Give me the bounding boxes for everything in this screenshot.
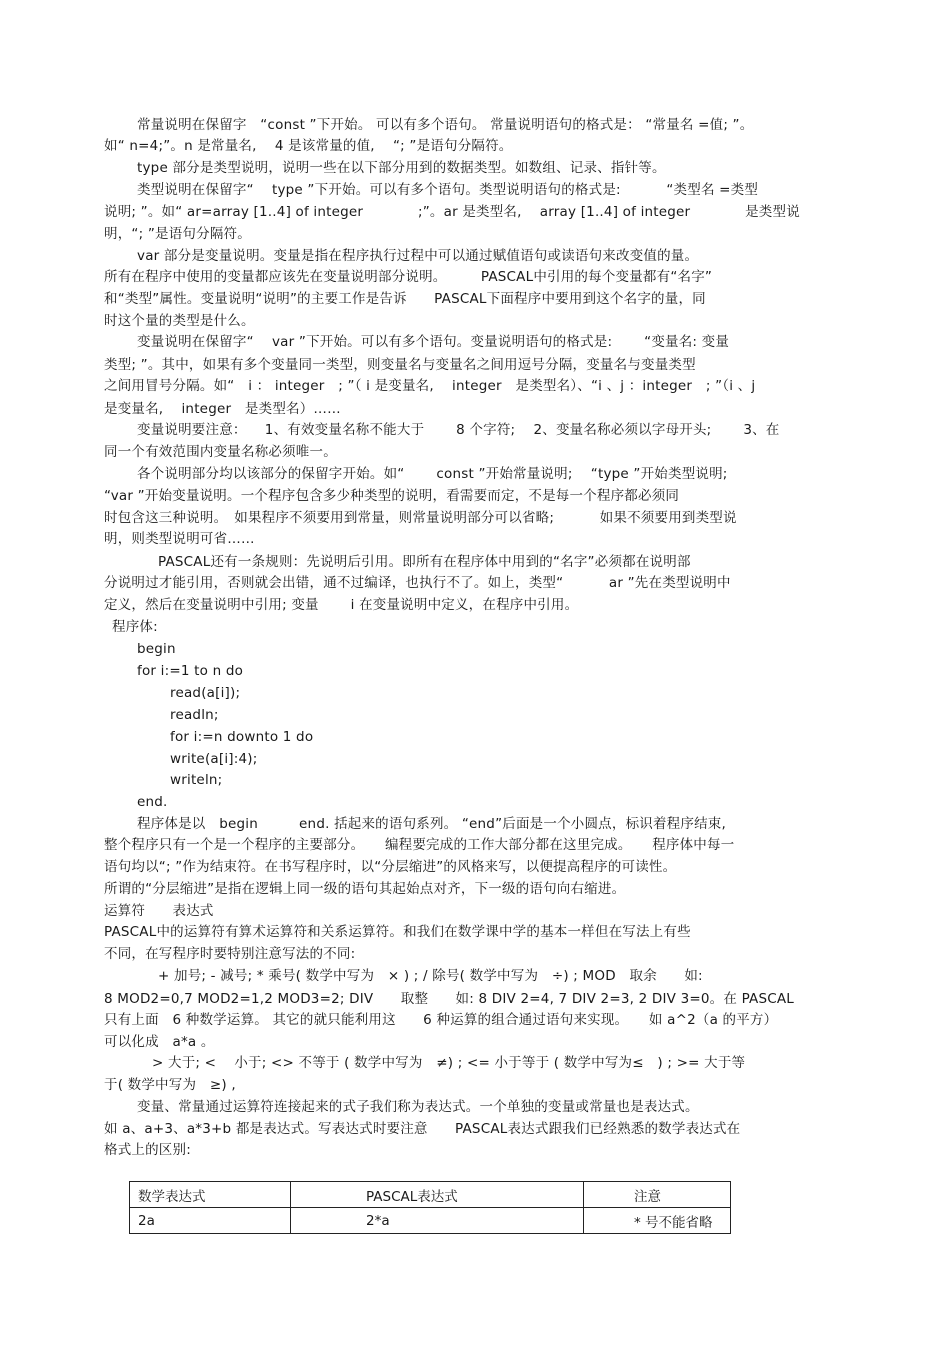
code-line: write(a[i]:4); — [170, 751, 258, 767]
text-line: 于( 数学中写为 ≥) , — [104, 1077, 236, 1093]
text-line: 如“ n=4;”。n 是常量名, 4 是该常量的值, “; ”是语句分隔符。 — [104, 138, 513, 154]
text-line: 同一个有效范围内变量名称必须唯一。 — [104, 444, 337, 460]
text-line: 语句均以“; ”作为结束符。在书写程序时，以“分层缩进”的风格来写，以便提高程序的可读性。 — [104, 859, 677, 875]
section-heading: 运算符 表达式 — [104, 903, 214, 919]
text-line: 整个程序只有一个是一个程序的主要部分。 编程要完成的工作大部分都在这里完成。 程序体中每一 — [104, 837, 735, 853]
table-cell: * 号不能省略 — [584, 1208, 731, 1234]
text-line: 定义，然后在变量说明中引用; 变量 i 在变量说明中定义，在程序中引用。 — [104, 597, 579, 613]
text-line: 不同，在写程序时要特别注意写法的不同: — [104, 946, 356, 962]
text-line: 和“类型”属性。变量说明“说明”的主要工作是告诉 PASCAL下面程序中要用到这个名字的量，同 — [104, 291, 706, 307]
section-heading: 程序体: — [112, 619, 158, 635]
code-line: read(a[i]); — [170, 685, 241, 701]
text-line: 所有在程序中使用的变量都应该先在变量说明部分说明。 PASCAL中引用的每个变量都有“名字” — [104, 269, 713, 285]
text-line: 类型; ”。其中，如果有多个变量同一类型，则变量名与变量名之间用逗号分隔，变量名与变量类型 — [104, 357, 696, 373]
text-line: 如 a、a+3、a*3+b 都是表达式。写表达式时要注意 PASCAL表达式跟我们已经熟悉的数学表达式在 — [104, 1121, 741, 1137]
text-line: 明，则类型说明可省…… — [104, 531, 255, 547]
text-line: 所谓的“分层缩进”是指在逻辑上同一级的语句其起始点对齐，下一级的语句向右缩进。 — [104, 881, 626, 897]
comparison-table — [129, 1181, 731, 1234]
table-header-row — [130, 1182, 731, 1208]
code-line: begin — [137, 641, 176, 657]
text-line: type 部分是类型说明，说明一些在以下部分用到的数据类型。如数组、记录、指针等。 — [137, 160, 666, 176]
text-line: 变量说明要注意： 1、有效变量名称不能大于 8 个字符; 2、变量名称必须以字母开头; 3、在 — [137, 422, 780, 438]
text-line: 说明; ”。如“ ar=array [1..4] of integer ;”。ar 是类型名, array [1..4] of integer 是类型说 — [104, 204, 800, 220]
table-header-cell: 数学表达式 — [130, 1182, 291, 1208]
text-line: 常量说明在保留字 “const ”下开始。 可以有多个语句。 常量说明语句的格式是： “常量名 =值; ”。 — [137, 117, 754, 133]
text-line: 分说明过才能引用，否则就会出错，通不过编译，也执行不了。如上，类型“ ar ”先在类型说明中 — [104, 575, 731, 591]
text-line: 变量、常量通过运算符连接起来的式子我们称为表达式。一个单独的变量或常量也是表达式。 — [137, 1099, 699, 1115]
text-line: 之间用冒号分隔。如“ i ： integer ; ”（ i 是变量名, integer 是类型名）、“i 、j ：integer ; ”（i 、j — [104, 378, 756, 394]
text-line: 格式上的区别: — [104, 1142, 191, 1158]
code-line: readln; — [170, 707, 219, 723]
text-line: var 部分是变量说明。变量是指在程序执行过程中可以通过赋值语句或读语句来改变值的量。 — [137, 248, 699, 264]
code-line: writeln; — [170, 772, 223, 788]
table-header-cell: PASCAL表达式 — [291, 1182, 584, 1208]
text-line: PASCAL还有一条规则：先说明后引用。即所有在程序体中用到的“名字”必须都在说明部 — [158, 554, 691, 570]
text-line: 程序体是以 begin end. 括起来的语句系列。 “end”后面是一个小圆点，标识着程序结束, — [137, 816, 726, 832]
text-line: 明，“; ”是语句分隔符。 — [104, 226, 251, 242]
text-line: PASCAL中的运算符有算术运算符和关系运算符。和我们在数学课中学的基本一样但在写法上有些 — [104, 924, 691, 940]
text-line: 各个说明部分均以该部分的保留字开始。如“ const ”开始常量说明; “type ”开始类型说明; — [137, 466, 728, 482]
code-line: end. — [137, 794, 168, 810]
table-row — [130, 1208, 731, 1234]
table-header-cell: 注意 — [584, 1182, 731, 1208]
text-line: 8 MOD2=0,7 MOD2=1,2 MOD3=2; DIV 取整 如: 8 DIV 2=4, 7 DIV 2=3, 2 DIV 3=0。在 PASCAL — [104, 991, 795, 1007]
table-cell: 2a — [130, 1208, 291, 1234]
code-line: for i:=n downto 1 do — [170, 729, 314, 745]
text-line: “var ”开始变量说明。一个程序包含多少种类型的说明，看需要而定，不是每一个程序都必须同 — [104, 488, 680, 504]
text-line: 类型说明在保留字“ type ”下开始。可以有多个语句。类型说明语句的格式是: “类型名 =类型 — [137, 182, 759, 198]
text-line: > 大于; < 小于; <> 不等于 ( 数学中写为 ≠) ; <= 小于等于 ( 数学中写为≤ ) ; >= 大于等 — [152, 1055, 746, 1071]
text-line: 是变量名, integer 是类型名）…… — [104, 401, 341, 417]
text-line: 只有上面 6 种数学运算。 其它的就只能利用这 6 种运算的组合通过语句来实现。 如 a^2（a 的平方） — [104, 1012, 778, 1028]
text-line: 可以化成 a*a 。 — [104, 1034, 215, 1050]
text-line: 时包含这三种说明。 如果程序不须要用到常量，则常量说明部分可以省略; 如果不须要用到类型说 — [104, 510, 737, 526]
table-cell: 2*a — [291, 1208, 584, 1234]
text-line: 时这个量的类型是什么。 — [104, 313, 255, 329]
text-line: + 加号; - 减号; * 乘号( 数学中写为 × ) ; / 除号( 数学中写为 ÷) ; MOD 取余 如: — [158, 968, 703, 984]
text-line: 变量说明在保留字“ var ”下开始。可以有多个语句。变量说明语句的格式是: “变量名: 变量 — [137, 334, 730, 350]
code-line: for i:=1 to n do — [137, 663, 244, 679]
